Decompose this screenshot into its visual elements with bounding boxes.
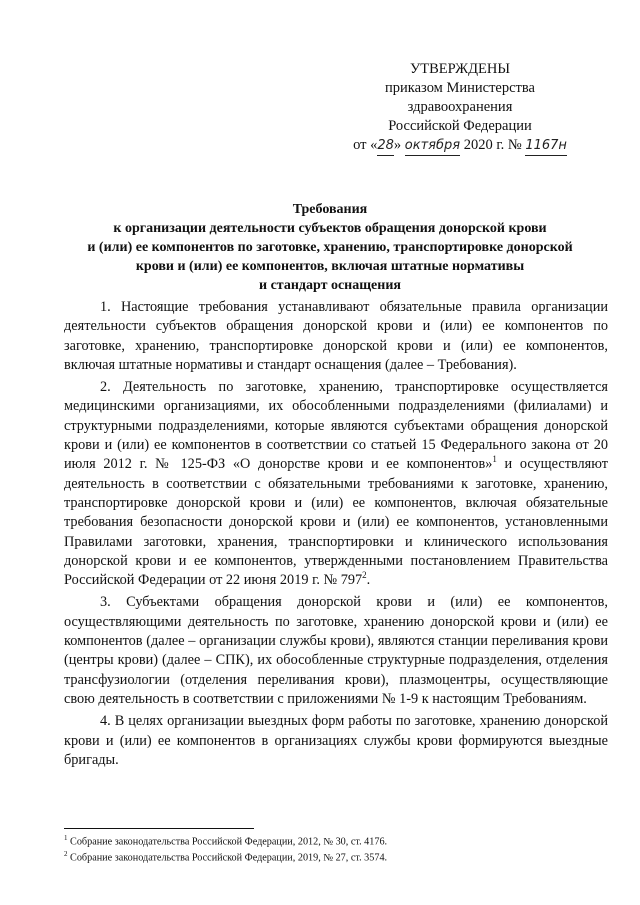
footnote-2 xyxy=(64,848,608,864)
footnote-divider xyxy=(64,828,254,829)
footnote-ref-2: 2 xyxy=(362,570,367,581)
paragraph-2 xyxy=(64,378,608,590)
document-body xyxy=(64,298,608,773)
title-line-2: к организации деятельности субъектов обращения донорской крови xyxy=(113,221,547,236)
date-year: 2020 г. № xyxy=(463,137,522,153)
footnote-2-text: Собрание законодательства Российской Федерации, 2019, № 27, ст. 3574. xyxy=(67,852,388,864)
footnote-2-mark: 2 xyxy=(64,850,68,859)
date-month: октября xyxy=(405,136,460,156)
title-line-3: и (или) ее компонентов по заготовке, хранению, транспортировке донорской xyxy=(87,240,573,255)
paragraph-1: 1. Настоящие требования устанавливают обязательные правила организации деятельности субъектов обращения донорской крови и (или) ее компонентов по заготовке, хранению, транспортировке донорской крови и (или) ее компонентов, включая штатные нормативы и стандарт оснащения (далее – Требования). xyxy=(64,299,608,373)
date-mid: » xyxy=(393,137,402,153)
footnote-ref-1: 1 xyxy=(492,454,497,465)
title-line-1: Требования xyxy=(292,202,368,217)
date-day: 28 xyxy=(377,136,394,156)
title-line-5: и стандарт оснащения xyxy=(259,278,401,293)
approval-line-3: Российской Федерации xyxy=(388,118,532,134)
paragraph-2-part-c: . xyxy=(366,572,371,589)
approval-date-line xyxy=(340,136,580,156)
paragraph-4: 4. В целях организации выездных форм работы по заготовке, хранению донорской крови и (или) ее компонентов в организациях службы крови формируются выездные бригады. xyxy=(64,713,608,768)
paragraph-2-part-b: и осуществляют деятельность в соответствии с обязательными требованиями к заготовке, хранению, транспортировке донорской крови и (или) ее компонентов, включая обязательные требования безопасности донорской крови и (или) ее компонентов, установленными Правилами заготовки, хранения, транспортировки и клинического использования донорской крови и ее компонентов, утвержденными постановлением Правительства Российской Федерации от 22 июня 2019 г. № 797 xyxy=(64,456,608,589)
paragraph-2-part-a: 2. Деятельность по заготовке, хранению, транспортировке осуществляется медицинскими организациями, их обособленными подразделениями (филиалами) и структурными подразделениями, которые являются субъектами обращения донорской крови и (или) ее компонентов в соответствии со статьей 15 Федерального закона от 20 июля 2012 г. № 125-ФЗ «О донорстве крови и ее компонентов» xyxy=(64,379,608,473)
approval-stamp xyxy=(340,60,580,156)
paragraph-3: 3. Субъектами обращения донорской крови и (или) ее компонентов, осуществляющими деятельность по заготовке, хранению донорской крови и (или) ее компонентов (далее – организации службы крови), являются станции переливания крови (центры крови) (далее – СПК), их обособленные структурные подразделения, отделения трансфузиологии (отделения переливания крови), плазмоцентры, осуществляющие свою деятельность в соответствии с приложениями № 1-9 к настоящим Требованиям. xyxy=(64,594,608,707)
footnotes xyxy=(64,828,608,865)
title-line-4: крови и (или) ее компонентов, включая штатные нормативы xyxy=(135,259,525,274)
order-number: 1167н xyxy=(525,136,567,156)
footnote-1-mark: 1 xyxy=(64,834,68,842)
approval-line-2: здравоохранения xyxy=(407,99,513,115)
footnote-1 xyxy=(64,832,608,848)
date-prefix: от « xyxy=(353,137,378,153)
document-title xyxy=(50,200,610,295)
footnote-1-text: Собрание законодательства Российской Федерации, 2012, № 30, ст. 4176. xyxy=(67,836,388,848)
approval-status: УТВЕРЖДЕНЫ xyxy=(409,61,511,77)
approval-line-1: приказом Министерства xyxy=(385,80,535,96)
